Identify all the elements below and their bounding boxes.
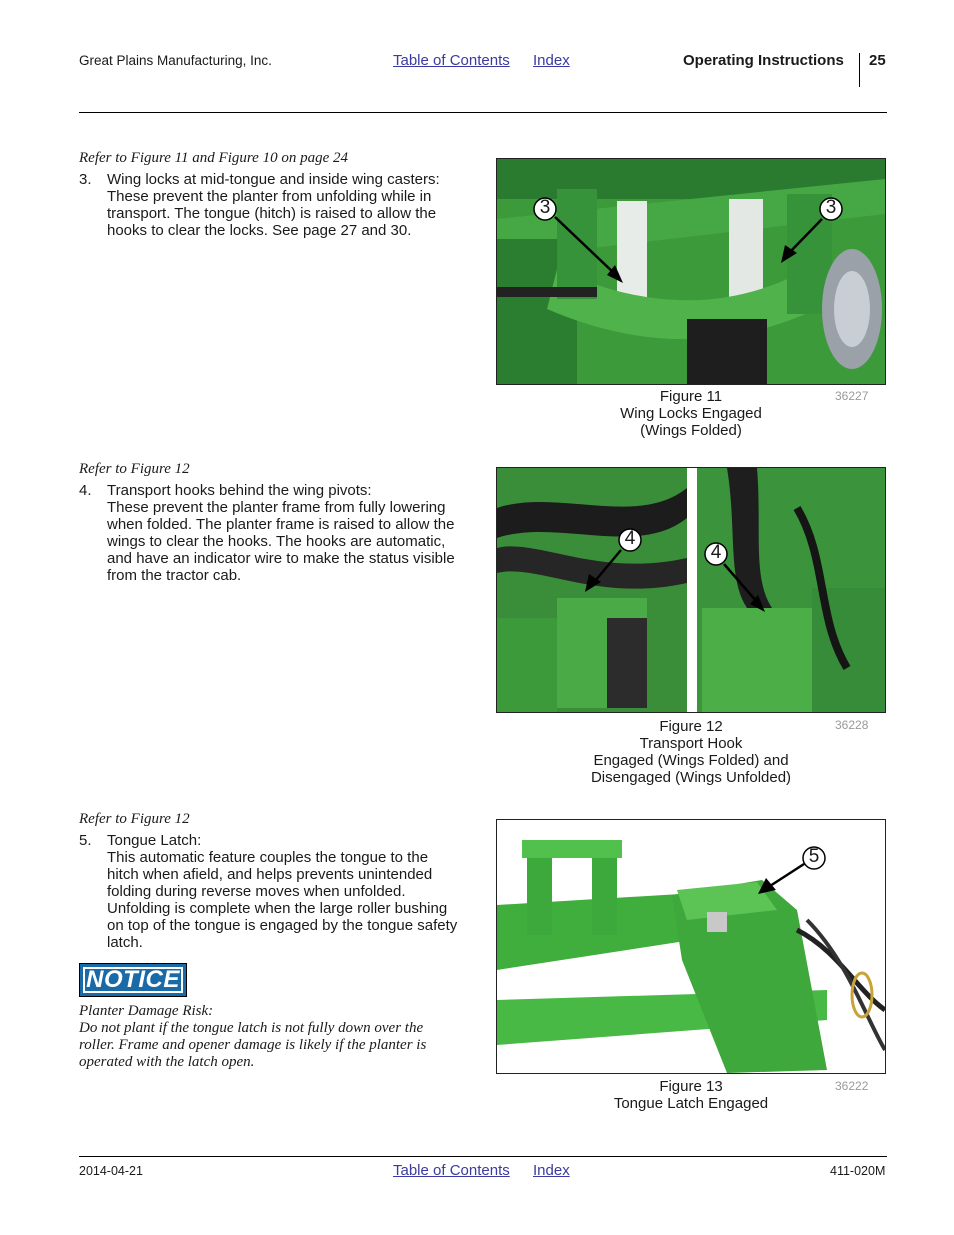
caption-line: Disengaged (Wings Unfolded) xyxy=(590,769,792,786)
doc-number: 411-020M xyxy=(830,1164,886,1178)
image-number: 36228 xyxy=(835,718,869,732)
toc-link-header[interactable]: Table of Contents xyxy=(393,52,510,69)
caption-line: Figure 11 xyxy=(659,388,723,405)
step-5 xyxy=(79,832,479,957)
section-ref: Refer to Figure 12 xyxy=(79,461,190,477)
step-line: hitch when afield, and helps prevents unintended xyxy=(107,866,433,883)
section-ref: Refer to Figure 12 xyxy=(79,811,190,827)
step-line: hooks to clear the locks. See page 27 and 30. xyxy=(107,222,412,239)
header-rule xyxy=(79,112,887,113)
step-line: These prevent the planter from unfolding while in xyxy=(107,188,432,205)
step-line: when folded. The planter frame is raised to allow the xyxy=(107,516,455,533)
notice-title: Planter Damage Risk: xyxy=(79,1003,214,1019)
callout-3-left xyxy=(531,195,641,295)
figure-13-photo xyxy=(496,819,886,1074)
step-3 xyxy=(79,171,479,251)
caption-line: Tongue Latch Engaged xyxy=(613,1095,769,1112)
callout-number: 4 xyxy=(624,528,636,549)
step-body xyxy=(107,482,455,584)
page-number: 25 xyxy=(869,52,886,69)
notice-line: roller. Frame and opener damage is likely if the planter is xyxy=(79,1037,427,1053)
callout-5 xyxy=(752,844,832,904)
step-line: folding during reverse moves when unfolded. xyxy=(107,883,406,900)
image-number: 36222 xyxy=(835,1079,869,1093)
header-divider xyxy=(859,53,860,87)
caption-line: Figure 12 xyxy=(659,718,723,735)
footer-rule xyxy=(79,1156,887,1157)
step-line: latch. xyxy=(107,934,143,951)
step-4 xyxy=(79,482,479,592)
step-body xyxy=(107,832,457,951)
toc-link-footer[interactable]: Table of Contents xyxy=(393,1162,510,1179)
transport-hook-illustration xyxy=(497,468,885,712)
callout-number: 3 xyxy=(825,197,837,218)
section-ref: Refer to Figure 11 and Figure 10 on page 24 xyxy=(79,150,348,166)
figure-12-photo xyxy=(496,467,886,713)
figure-12-caption xyxy=(586,718,796,786)
notice-line: Do not plant if the tongue latch is not fully down over the xyxy=(79,1020,424,1036)
notice-body xyxy=(79,1020,479,1071)
callout-number: 4 xyxy=(710,542,722,563)
figure-11-caption xyxy=(596,388,786,439)
image-number: 36227 xyxy=(835,389,869,403)
callout-4-right xyxy=(702,540,782,620)
caption-line: Engaged (Wings Folded) and xyxy=(593,752,789,769)
step-line: These prevent the planter frame from fully lowering xyxy=(107,499,446,516)
step-line: Transport hooks behind the wing pivots: xyxy=(107,482,372,499)
index-link-footer[interactable]: Index xyxy=(533,1162,570,1179)
figure-13-caption xyxy=(596,1078,786,1112)
company-name: Great Plains Manufacturing, Inc. xyxy=(79,53,272,68)
step-line: Tongue Latch: xyxy=(107,832,202,849)
notice-badge xyxy=(79,963,187,997)
step-line: Unfolding is complete when the large roller bushing xyxy=(107,900,448,917)
caption-line: Transport Hook xyxy=(639,735,743,752)
step-number: 5. xyxy=(79,832,92,849)
step-line: transport. The tongue (hitch) is raised to allow the xyxy=(107,205,437,222)
caption-line: Figure 13 xyxy=(659,1078,723,1095)
callout-number: 5 xyxy=(808,846,820,867)
step-number: 4. xyxy=(79,482,92,499)
step-line: and have an indicator wire to make the status visible xyxy=(107,550,455,567)
step-line: wings to clear the hooks. The hooks are automatic, xyxy=(107,533,446,550)
callout-4-left xyxy=(577,526,657,606)
step-line: from the tractor cab. xyxy=(107,567,242,584)
notice-label: NOTICE xyxy=(83,967,183,993)
callout-3-right xyxy=(767,195,847,275)
section-title: Operating Instructions xyxy=(683,52,844,69)
step-line: This automatic feature couples the tongue to the xyxy=(107,849,429,866)
caption-line: Wing Locks Engaged xyxy=(620,405,762,422)
step-number: 3. xyxy=(79,171,92,188)
step-line: on top of the tongue is engaged by the tongue safety xyxy=(107,917,458,934)
caption-line: (Wings Folded) xyxy=(640,422,742,439)
step-line: Wing locks at mid-tongue and inside wing casters: xyxy=(107,171,440,188)
figure-11-photo xyxy=(496,158,886,385)
step-body xyxy=(107,171,440,239)
callout-number: 3 xyxy=(539,197,551,218)
notice-line: operated with the latch open. xyxy=(79,1054,255,1070)
footer-date: 2014-04-21 xyxy=(79,1164,143,1178)
index-link-header[interactable]: Index xyxy=(533,52,570,69)
